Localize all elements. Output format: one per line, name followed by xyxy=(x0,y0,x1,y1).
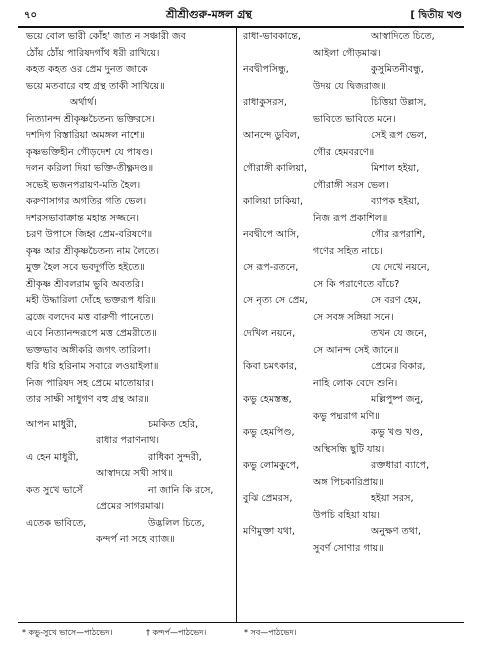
verse-text: কভু পদ্মরাগ মণি॥ xyxy=(313,410,380,422)
verse-text-second-half: না জানি কি রসে, xyxy=(148,484,214,496)
verse-line xyxy=(243,82,465,99)
verse-line xyxy=(26,313,231,330)
verse-text: নিত্যানন্দ শ্রীকৃষ্ণচৈতন্য ভক্তিরসে। xyxy=(26,113,155,125)
verse-text: এবে নিত্যানন্দরূপে মত্ত প্রেমরীতে॥ xyxy=(26,328,157,339)
verse-text-second-half: রাধিকা সুন্দরী, xyxy=(148,451,202,463)
verse-text: দলন করিলা দিয়া ভক্তি-তীক্ষ্ণদণ্ড॥ xyxy=(26,163,154,174)
verse-text: সে রূপ-রতনে, xyxy=(243,262,299,273)
verse-line xyxy=(26,502,231,519)
footnotes xyxy=(18,622,464,637)
verse-line xyxy=(26,296,231,313)
verse-text: সুবর্ণ সোণার গায়॥ xyxy=(313,542,384,554)
section-label: [ দ্বিতীয় খণ্ড xyxy=(410,10,462,21)
verse-text: রাধাকুসরস, xyxy=(243,97,287,108)
verse-text: কভু লোমকুপে, xyxy=(243,460,300,471)
verse-line xyxy=(26,379,231,396)
verse-line xyxy=(243,214,465,231)
verse-line xyxy=(243,511,465,528)
verse-text-second-half: প্রেমের বিকার, xyxy=(371,361,426,372)
page-header xyxy=(18,4,464,28)
verse-line xyxy=(243,65,465,82)
verse-text-second-half: রক্তধারা ব্যাপে, xyxy=(371,460,430,471)
verse-line xyxy=(243,32,465,49)
verse-line xyxy=(26,115,231,132)
page-number: ৭০ xyxy=(24,10,38,21)
verse-text: সে সবঙ্গ সঙ্গিয়া সনে। xyxy=(313,311,394,323)
verse-text: সে নৃত্য সে প্রেম, xyxy=(243,295,308,306)
verse-text: কভু হেমস্তম্ভ, xyxy=(243,394,292,405)
footnote-3: * সব—পাঠভেদ। xyxy=(244,628,297,637)
verse-text: ব্রজে বলদেব মত্ত বারুণী পানেতে। xyxy=(26,311,154,323)
verse-text: আস্বাদয়ে সখী সাথ॥ xyxy=(96,468,173,479)
verse-text: ভয়ে মতবারে বহু গ্রন্থ তাকী সাখিয়ে॥ xyxy=(26,80,165,92)
verse-line xyxy=(243,329,465,346)
verse-line xyxy=(243,346,465,363)
verse-line xyxy=(243,313,465,330)
verse-text-second-half: হইয়া সরস, xyxy=(371,493,414,504)
verse-text-second-half: মিশাল হইয়া, xyxy=(371,163,420,174)
verse-text: ভক্তভাব অঙ্গীকরি জগৎ তারিলা। xyxy=(26,344,151,356)
verse-text: এতেক ভাবিতে, xyxy=(26,517,87,529)
verse-text-second-half: তখন যে জনে, xyxy=(371,328,427,339)
verse-line xyxy=(243,197,465,214)
verse-line xyxy=(26,263,231,280)
verse-line xyxy=(243,362,465,379)
verse-text: আপন মাধুরী, xyxy=(26,418,78,430)
verse-text: অঙ্গ পিচকারিপ্রায়॥ xyxy=(313,476,384,488)
verse-text: গৌর হেমবরণে॥ xyxy=(313,146,375,158)
verse-text: অস্থিসন্ধি ছুটি যায়। xyxy=(313,443,385,455)
verse-line xyxy=(26,436,231,453)
verse-text: ঠোঁয় ঠোঁয় পারিষদগাঁথ ধরী রাখিয়ে। xyxy=(26,47,160,59)
verse-text: সভেই ভজনপরায়ণ-মতি হৈল। xyxy=(26,179,141,191)
verse-text-second-half: অনুক্ষণ তথা, xyxy=(371,526,421,537)
verse-line xyxy=(243,98,465,115)
verse-line xyxy=(243,263,465,280)
verse-line xyxy=(26,486,231,503)
footnote-1: * কভু-সুখে ভাসে—পাঠভেদ। xyxy=(22,628,113,637)
verse-text-second-half: চমকিত হেরি, xyxy=(148,418,199,430)
verse-text-second-half: কুসুমিতনীবন্ধু, xyxy=(371,64,424,75)
verse-line xyxy=(26,535,231,552)
verse-line xyxy=(26,49,231,66)
verse-line xyxy=(243,445,465,462)
verse-line xyxy=(243,296,465,313)
verse-line xyxy=(26,247,231,264)
verse-line xyxy=(26,98,231,115)
verse-text: চরণ উপাসে জিহ্ব প্রেম-বরিষণে॥ xyxy=(26,229,153,240)
verse-line xyxy=(26,346,231,363)
verse-text: আনন্দে ডুবিল, xyxy=(243,130,300,141)
verse-text: কৃষ্ণভক্তিহীন গৌড়দেশ যে পাষণ্ড। xyxy=(26,146,153,158)
verse-text: দশদিগ বিস্তারিয়া অমঙ্গল নাশে॥ xyxy=(26,130,145,141)
verse-line xyxy=(26,181,231,198)
verse-line xyxy=(26,395,231,412)
column-divider xyxy=(236,27,237,623)
running-title: শ্রীশ্রীগুরু-মঙ্গল গ্রন্থ xyxy=(166,8,252,21)
verse-text-second-half: সে বরণ হেম, xyxy=(371,295,422,306)
verse-line xyxy=(26,329,231,346)
verse-text: প্রেমের সাগরমাঝ। xyxy=(96,501,165,512)
verse-text: সে আনন্দ সেই জানে॥ xyxy=(313,344,399,356)
verse-line xyxy=(26,362,231,379)
verse-text: কিবা চমৎকার, xyxy=(243,361,298,372)
verse-line xyxy=(26,230,231,247)
footnote-2: † কন্দর্প—পাঠভেদ। xyxy=(146,628,207,637)
verse-text: ভাবিতে ভাবিতে মনে। xyxy=(313,113,396,125)
verse-text-second-half: যে দেখে নয়নে, xyxy=(371,262,430,273)
verse-text: বুঝি প্রেমরস, xyxy=(243,493,293,504)
verse-line xyxy=(26,82,231,99)
verse-line xyxy=(243,544,465,561)
verse-text: নিজ রূপ প্রকাশিল॥ xyxy=(313,212,388,224)
verse-text: অর্থার্থ। xyxy=(70,97,97,108)
verse-text: নবদ্বীপসিন্ধু, xyxy=(243,64,289,75)
verse-line xyxy=(26,280,231,297)
verse-line xyxy=(26,469,231,486)
verse-text-second-half: সেই রূপ ভেল, xyxy=(371,130,428,141)
verse-text: রাধা-ভাবকান্তে, xyxy=(243,31,301,42)
verse-text: উপচি বহিয়া যায়। xyxy=(313,509,380,521)
verse-text: গৌরাঙ্গী কালিয়া, xyxy=(243,163,308,174)
verse-line xyxy=(243,395,465,412)
verse-line xyxy=(243,428,465,445)
verse-line xyxy=(26,453,231,470)
verse-text-second-half: কভু খণ্ড খণ্ড, xyxy=(371,427,423,438)
verse-text: সে কি পরাণেতে বাঁচে? xyxy=(313,278,400,290)
verse-text: কহত কহত ওর প্রেম দুনত জাকে xyxy=(26,64,148,75)
verse-line xyxy=(26,519,231,536)
verse-line xyxy=(26,214,231,231)
verse-line xyxy=(26,148,231,165)
verse-line xyxy=(243,247,465,264)
verse-text-second-half: ব্যাপক হইয়া, xyxy=(371,196,420,207)
verse-text: কালিয়া ঢাকিয়া, xyxy=(243,196,304,207)
verse-text: দেখিল নয়নে, xyxy=(243,328,296,339)
verse-line xyxy=(243,49,465,66)
verse-line xyxy=(243,230,465,247)
verse-line xyxy=(26,420,231,437)
verse-text: মণিমুক্তা যথা, xyxy=(243,526,295,537)
verse-text: কত সুখে ভাসেঁ xyxy=(26,484,83,496)
verse-text: কৃষ্ণ আর শ্রীকৃষ্ণচৈতন্য নাম লৈতে। xyxy=(26,245,160,257)
verse-text: ভয়ে বোল ভারী কোঁহ' জাত ন সঞ্চারী জব xyxy=(26,31,186,42)
verse-text: উদয় যে দ্বিজরাজ॥ xyxy=(313,80,386,92)
verse-text: গণের সহিত নাচে। xyxy=(313,245,383,257)
verse-text: নাহি লোক বেদে শুনি। xyxy=(313,377,398,389)
verse-line xyxy=(243,164,465,181)
verse-text: এ হেন মাধুরী, xyxy=(26,451,79,463)
left-column xyxy=(26,32,231,552)
verse-text: ধরি ধরি হরিনাম সবারে লওয়াইলা॥ xyxy=(26,361,159,372)
verse-text: মুক্ত হৈল সবে ভবদুর্গতি হইতে॥ xyxy=(26,262,145,273)
verse-line xyxy=(26,32,231,49)
verse-text: কভু হেমপিণ্ড, xyxy=(243,427,295,438)
verse-text-second-half: গৌর রূপরাশি, xyxy=(371,229,426,240)
verse-line xyxy=(26,197,231,214)
verse-text: গৌরাঙ্গী সরস ভেল। xyxy=(313,179,389,191)
verse-text: মহী উদ্ধারিলা দোঁহে ভক্তরূপ ধরি॥ xyxy=(26,295,156,306)
verse-text: রাধার পরাণনাথ। xyxy=(96,435,160,446)
verse-line xyxy=(243,494,465,511)
verse-line xyxy=(243,461,465,478)
verse-text: তার সাক্ষী সাধুগণ বহু গ্রন্থ আর॥ xyxy=(26,394,149,405)
verse-line xyxy=(243,412,465,429)
verse-line xyxy=(26,131,231,148)
verse-text: শ্রীকৃষ্ণ শ্রীবলরাম ভুবি অবতরি। xyxy=(26,278,144,290)
verse-line xyxy=(243,527,465,544)
verse-text-second-half: মল্লিপুষ্প জনু, xyxy=(371,394,424,405)
verse-text: নবদ্বীপে আসি, xyxy=(243,229,300,240)
verse-text: আইলা গৌড়মাঝ। xyxy=(313,47,381,59)
verse-text: করুণাসাগর অগতির গতি ভেল। xyxy=(26,196,147,207)
verse-text: দশরসভাবাক্রান্ত মহান্ত সজ্জনে। xyxy=(26,212,140,224)
verse-line xyxy=(243,181,465,198)
verse-line xyxy=(243,115,465,132)
verse-text-second-half: চিত্তিয়া উল্লাস, xyxy=(371,97,427,108)
verse-line xyxy=(243,478,465,495)
verse-line xyxy=(26,164,231,181)
verse-line xyxy=(26,65,231,82)
verse-line xyxy=(243,280,465,297)
verse-text: কন্দর্প না সহে ব্যাজ॥ xyxy=(96,534,175,545)
verse-text-second-half: উদ্ভলিল চিতে, xyxy=(148,517,205,529)
verse-line xyxy=(243,379,465,396)
verse-text: নিজ পারিষদ সহ প্রেমে মাতোয়ার। xyxy=(26,377,154,389)
verse-line xyxy=(243,131,465,148)
right-column xyxy=(243,32,465,560)
verse-line xyxy=(243,148,465,165)
verse-text-second-half: আস্বাদিতে চিতে, xyxy=(371,31,435,42)
